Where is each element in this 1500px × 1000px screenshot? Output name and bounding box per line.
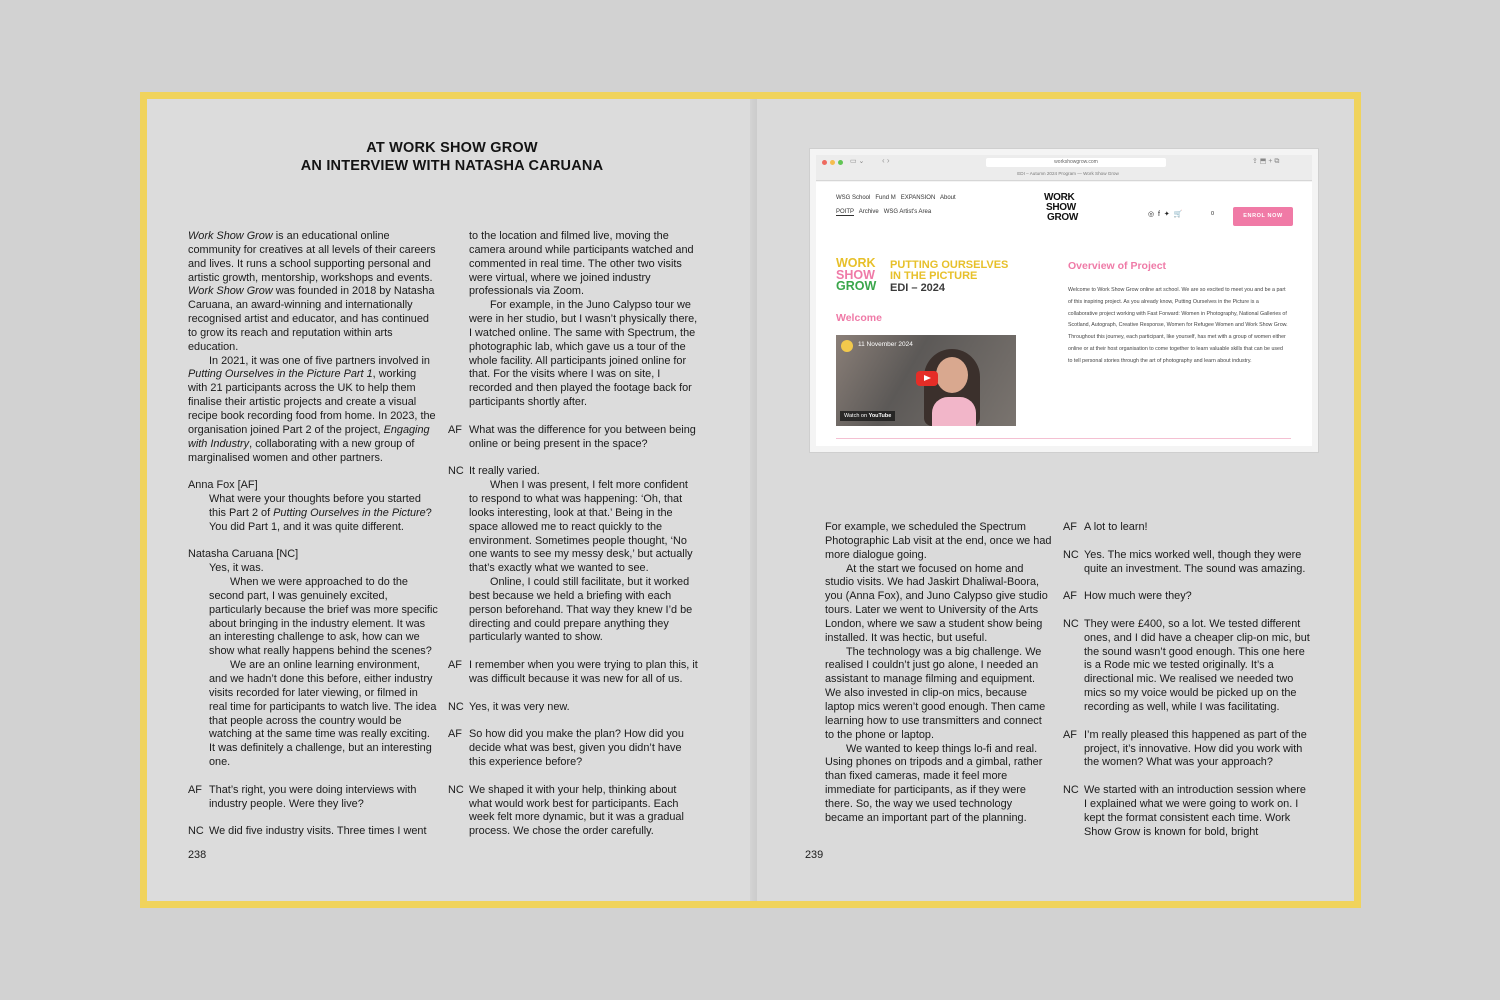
answer: to the location and filmed live, moving the camera around while participants watched and commented in real time. The other two visits were virtual, where we joined industry professionals via Zoom. bbox=[469, 230, 694, 298]
answer: The technology was a big challenge. We realised I couldn’t just go alone, I needed an assistant to manage filming and equipment. We also invested in clip-on mics, because laptop mics weren’t good enough. Then came learning how to use transmitters and connect to the phone or laptop. bbox=[825, 645, 1046, 741]
divider bbox=[836, 438, 1291, 439]
answer: For example, in the Juno Calypso tour we were in her studio, but I wasn’t physically there, I watched online. The same with Spectrum, the photographic lab, which gave us a tour of the whole facility. All participants joined online for that. For the visits where I was on site, I recorded and then played the footage back for participants shortly after. bbox=[469, 299, 698, 409]
left-page bbox=[147, 99, 757, 901]
channel-avatar bbox=[841, 340, 853, 352]
speaker-name: Natasha Caruana [NC] bbox=[188, 548, 299, 561]
overview-text: Welcome to Work Show Grow online art school. We are so excited to meet you and be a part of this inspiring project. As you already know, Putting Ourselves in the Picture is a collaborative project working with Fast Forward: Women in Photography, National Galleries of Scotland, Autograph, Creative Response, Women for Refugee Women and Work Show Grow. Throughout this journey, each participant, like yourself, has met with a group of women either online or at their host organisation to come together to learn valuable skills that can be used to tell personal stories through the art of photography and learn about industry. bbox=[1068, 287, 1288, 364]
question: AF So how did you make the plan? How did you decide what was best, given you didn’t have this experience before? bbox=[448, 728, 684, 769]
text-column-3 bbox=[825, 521, 1053, 826]
text-column-2 bbox=[448, 230, 698, 839]
social-icons: ◎ f ✦ 🛒 bbox=[1148, 211, 1183, 218]
paragraph: In 2021, it was one of five partners involved in Putting Ourselves in the Picture Part 1, working with 21 participants across the UK to help them finalise their artistic projects and create a visual recipe book recording food from home. In 2023, the organisation joined Part 2 of the project, Engaging with Industry, collaborating with a new group of marginalised women and other partners. bbox=[188, 354, 436, 464]
answer: At the start we focused on home and studio visits. We had Jaskirt Dhaliwal-Boora, you (Anna Fox), and Juno Calypso give studio tours. Later we went to University of the Arts London, where we saw a student show being installed. It was hectic, but useful. bbox=[825, 562, 1048, 644]
back-forward-icon: ‹ › bbox=[882, 156, 890, 165]
answer: We wanted to keep things lo-fi and real. Using phones on tripods and a gimbal, rather than fixed cameras, made it feel more immediate for participants, as if they were there. So, the way we used technology became an important part of the planning. bbox=[825, 742, 1043, 824]
sidebar-icon: ▭ ⌄ bbox=[850, 158, 865, 165]
question: What were your thoughts before you started this Part 2 of Putting Ourselves in the Picture? You did Part 1, and it was quite different. bbox=[209, 493, 432, 533]
answer: NC Yes, it was very new. bbox=[448, 700, 570, 713]
watch-on-youtube: Watch on YouTube bbox=[840, 411, 895, 421]
share-icon: ⇪ ⬒ + ⧉ bbox=[1252, 158, 1280, 165]
site-nav-row-2: POITP Archive WSG Artist's Area bbox=[836, 209, 932, 215]
website-screenshot bbox=[810, 149, 1318, 452]
browser-tab: EDI – Autumn 2024 Program — Work Show Grow bbox=[1017, 171, 1119, 176]
question: AF A lot to learn! bbox=[1063, 521, 1148, 533]
wsg-stacked-logo: WORK SHOW GROW bbox=[836, 256, 877, 293]
answer: NC We started with an introduction session where I explained what we were going to work on. I kept the format consistent each time. Work Show Grow is known for bold, bright bbox=[1063, 784, 1306, 838]
address-bar: workshowgrow.com bbox=[986, 158, 1166, 167]
video-embed bbox=[836, 335, 1016, 426]
enrol-now-button: ENROL NOW bbox=[1233, 207, 1293, 226]
answer: NC It really varied. When I was present, I felt more confident to respond to what was happening: ‘Oh, that looks interesting, look at that.’ Being in the space allowed me to react quickly to the environment. Sometimes people thought, ‘No one wants to see my messy desk,’ but actually that’s exactly what we wanted to see. Online, I could still facilitate, but it worked best because we held a briefing with each person beforehand. That way they knew I’d be directing and could prepare anything they particularly wanted to show. bbox=[448, 465, 693, 644]
page-number: 239 bbox=[805, 849, 824, 861]
answer: NC We did five industry visits. Three times I went bbox=[188, 825, 427, 838]
magazine-spread bbox=[140, 92, 1361, 908]
site-logo: WORK SHOW GROW bbox=[1044, 192, 1079, 223]
text-column-4 bbox=[1063, 521, 1311, 839]
answer: NC Yes. The mics worked well, though they were quite an investment. The sound was amazing. bbox=[1063, 548, 1306, 575]
browser-toolbar bbox=[816, 155, 1312, 181]
answer: When we were approached to do the second part, I was genuinely excited, particularly because the brief was more specific about bringing in the industry element. It was an interesting challenge to ask, how can we show what really happens behind the scenes? bbox=[209, 576, 438, 658]
question: AF How much were they? bbox=[1063, 590, 1192, 603]
answer: NC They were £400, so a lot. We tested different ones, and I did have a cheaper clip-on mic, but the sound wasn’t good enough. This one here is a Rode mic we tested originally. It’s a directional mic. We realised we needed two mics so my voice would be picked up on the recording as well, while I was facilitating. bbox=[1063, 617, 1310, 713]
play-icon bbox=[916, 371, 938, 386]
intro-paragraph: Work Show Grow is an educational online community for creatives at all levels of their careers and lives. It runs a school supporting personal and artistic growth, mentorship, workshops and events. Work Show Grow was founded in 2018 by Natasha Caruana, an award-winning and internationally recognised artist and educator, and has continued to grow its reach and reputation within arts education. bbox=[188, 230, 436, 353]
site-nav-row-1: WSG School Fund M EXPANSION About bbox=[836, 195, 956, 201]
welcome-heading: Welcome bbox=[836, 312, 882, 324]
video-title: 11 November 2024 bbox=[858, 341, 913, 348]
project-heading: PUTTING OURSELVES IN THE PICTURE bbox=[890, 259, 1009, 282]
question: AF What was the difference for you between being online or being present in the space? bbox=[448, 423, 696, 450]
website-page bbox=[816, 182, 1312, 446]
answer: For example, we scheduled the Spectrum Photographic Lab visit at the end, once we had more dialogue going. bbox=[825, 521, 1052, 561]
question: AF I remember when you were trying to plan this, it was difficult because it was new for all of us. bbox=[448, 659, 698, 685]
text-column-1 bbox=[188, 230, 438, 839]
answer: Yes, it was. bbox=[209, 562, 264, 575]
question: AF That’s right, you were doing interviews with industry people. Were they live? bbox=[188, 783, 417, 810]
question: AF I’m really pleased this happened as part of the project, it’s innovative. How did you work with the women? What was your approach? bbox=[1063, 728, 1307, 769]
speaker-name: Anna Fox [AF] bbox=[188, 479, 258, 492]
cart-count: 0 bbox=[1211, 211, 1215, 217]
answer: NC We shaped it with your help, thinking about what would work best for participants. Each week felt more dynamic, but it was a gradual process. We chose the order carefully. bbox=[448, 783, 684, 838]
article-title: AT WORK SHOW GROW AN INTERVIEW WITH NATASHA CARUANA bbox=[300, 140, 604, 174]
overview-heading: Overview of Project bbox=[1068, 260, 1167, 272]
answer: We are an online learning environment, and we hadn’t done this before, either industry visits recorded for later viewing, or filmed in real time for participants to watch live. The idea that people across the country would be watching at the same time was really exciting. It was definitely a challenge, but an interesting one. bbox=[209, 659, 437, 769]
edi-subheading: EDI – 2024 bbox=[890, 282, 946, 294]
page-number: 238 bbox=[188, 849, 207, 861]
